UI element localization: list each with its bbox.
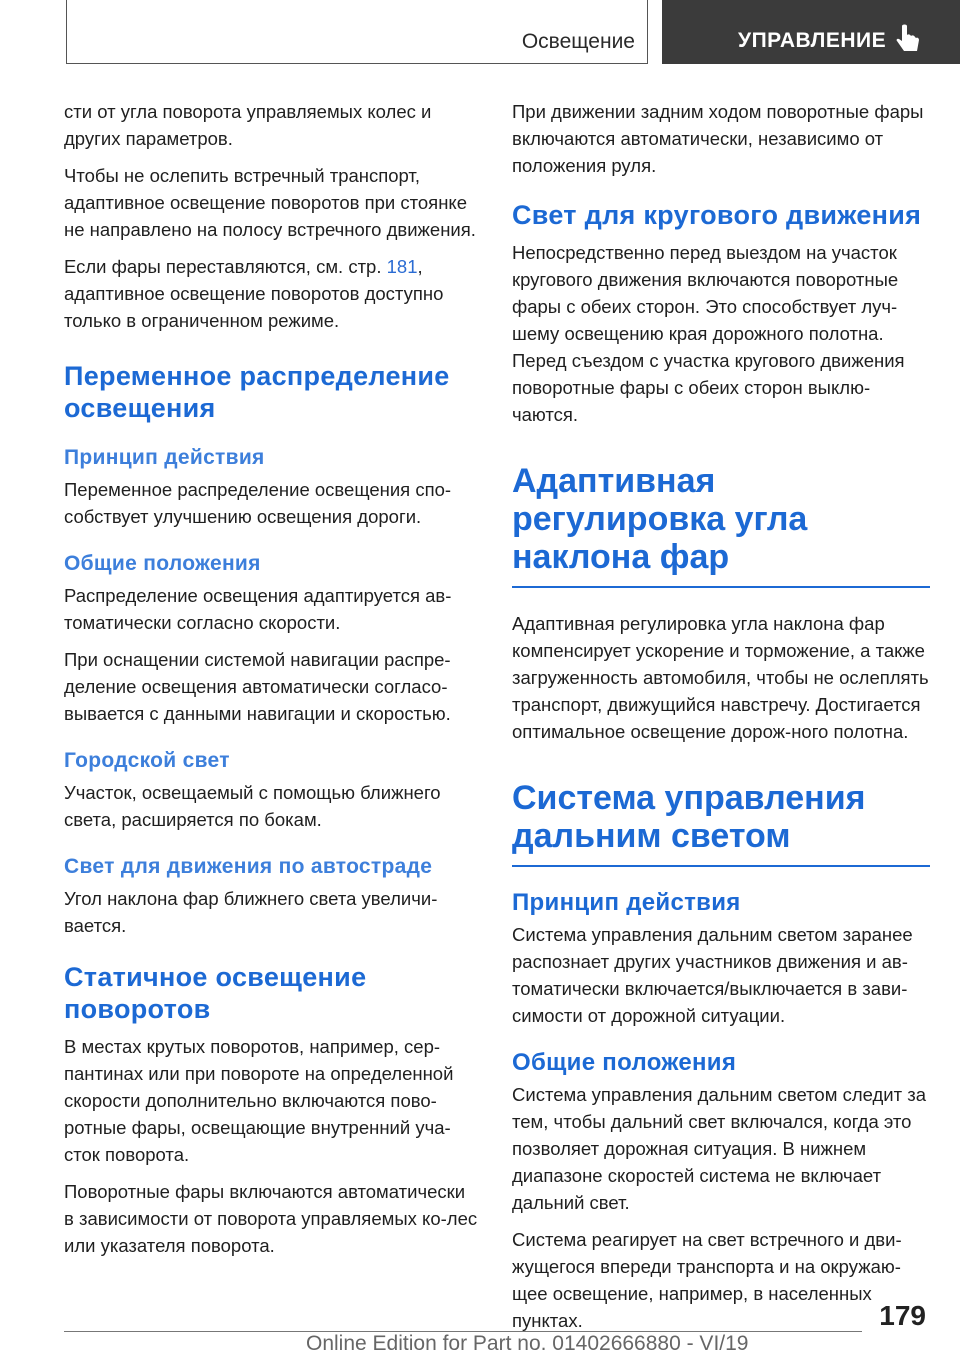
- paragraph: Участок, освещаемый с помощью ближнего света, расширяется по бокам.: [64, 782, 441, 830]
- subsection-heading: Городской свет: [64, 749, 230, 772]
- subsection-heading: Общие положения: [512, 1049, 737, 1076]
- footer-edition-text: Online Edition for Part no. 01402666880 - VI/19: [306, 1332, 749, 1355]
- paragraph: В местах крутых поворотов, например, сер-пантинах или при повороте на определенной скорости дополнительно включаются пово-ротные фары, освещающие внутренний уча-сток поворота.: [64, 1036, 454, 1165]
- paragraph: Система реагирует на свет встречного и дви-жущегося впереди транспорта и на окружаю-щее освещение, например, в населенных пунктах.: [512, 1229, 902, 1331]
- section-heading: Статичное освещение поворотов: [64, 962, 367, 1024]
- header-chapter-title: УПРАВЛЕНИЕ: [738, 29, 887, 52]
- page-number: 179: [879, 1300, 926, 1331]
- header-section-box: [66, 0, 648, 64]
- paragraph: Поворотные фары включаются автоматически в зависимости от поворота управляемых ко-лес или указателя поворота.: [64, 1181, 478, 1256]
- paragraph: Чтобы не ослепить встречный транспорт, адаптивное освещение поворотов при стоянке не направлено на полосу встречного движения.: [64, 165, 476, 240]
- paragraph: Система управления дальним светом следит за тем, чтобы дальний свет включался, когда это позволяет дорожная ситуация. В нижнем диапазоне скоростей система не включает дальний свет.: [512, 1084, 927, 1213]
- paragraph-with-link: Если фары переставляются, см. стр. 181, адаптивное освещение поворотов доступно только в ограниченном режиме.: [64, 256, 444, 331]
- subsection-heading: Принцип действия: [512, 889, 741, 916]
- section-heading: Переменное распределение освещения: [64, 361, 450, 423]
- paragraph: Система управления дальним светом заранее распознает других участников движения и ав-томатически включается/выключается в зави-симости от дорожной ситуации.: [512, 924, 913, 1026]
- chapter-heading: Система управления дальним светом: [512, 779, 930, 867]
- paragraph: При движении задним ходом поворотные фары включаются автоматически, независимо от положения руля.: [512, 101, 924, 176]
- chapter-heading: Адаптивная регулировка угла наклона фар: [512, 462, 930, 588]
- subsection-heading: Свет для движения по автостраде: [64, 855, 433, 878]
- paragraph: сти от угла поворота управляемых колес и других параметров.: [64, 101, 432, 149]
- paragraph: Адаптивная регулировка угла наклона фар компенсирует ускорение и торможение, а также загруженность автомобиля, чтобы не ослеплять транспорт, движущийся навстречу. Достигается оптимальное освещение дорож-ного полотна.: [512, 613, 929, 742]
- left-column: [64, 98, 480, 1269]
- paragraph: Непосредственно перед выездом на участок кругового движения включаются поворотные фары с обеих сторон. Это способствует луч-шему освещению края дорожного полотна. Перед съездом с участка кругового движения поворотные фары с обеих сторон выклю-чаются.: [512, 242, 905, 425]
- subsection-heading: Принцип действия: [64, 446, 265, 469]
- right-column: [512, 98, 930, 1344]
- paragraph: Угол наклона фар ближнего света увеличи-вается.: [64, 888, 438, 936]
- paragraph: При оснащении системой навигации распре-деление освещения автоматически согласо-вывается с данными навигации и скоростью.: [64, 649, 451, 724]
- page-reference-link[interactable]: 181: [386, 256, 418, 277]
- hand-pointer-icon: [895, 24, 921, 54]
- subsection-heading: Общие положения: [64, 552, 261, 575]
- paragraph: Переменное распределение освещения спо-собствует улучшению освещения дороги.: [64, 479, 452, 527]
- section-heading: Свет для кругового движения: [512, 200, 922, 230]
- header-section-title: Освещение: [521, 30, 635, 53]
- paragraph: Распределение освещения адаптируется ав-томатически согласно скорости.: [64, 585, 452, 633]
